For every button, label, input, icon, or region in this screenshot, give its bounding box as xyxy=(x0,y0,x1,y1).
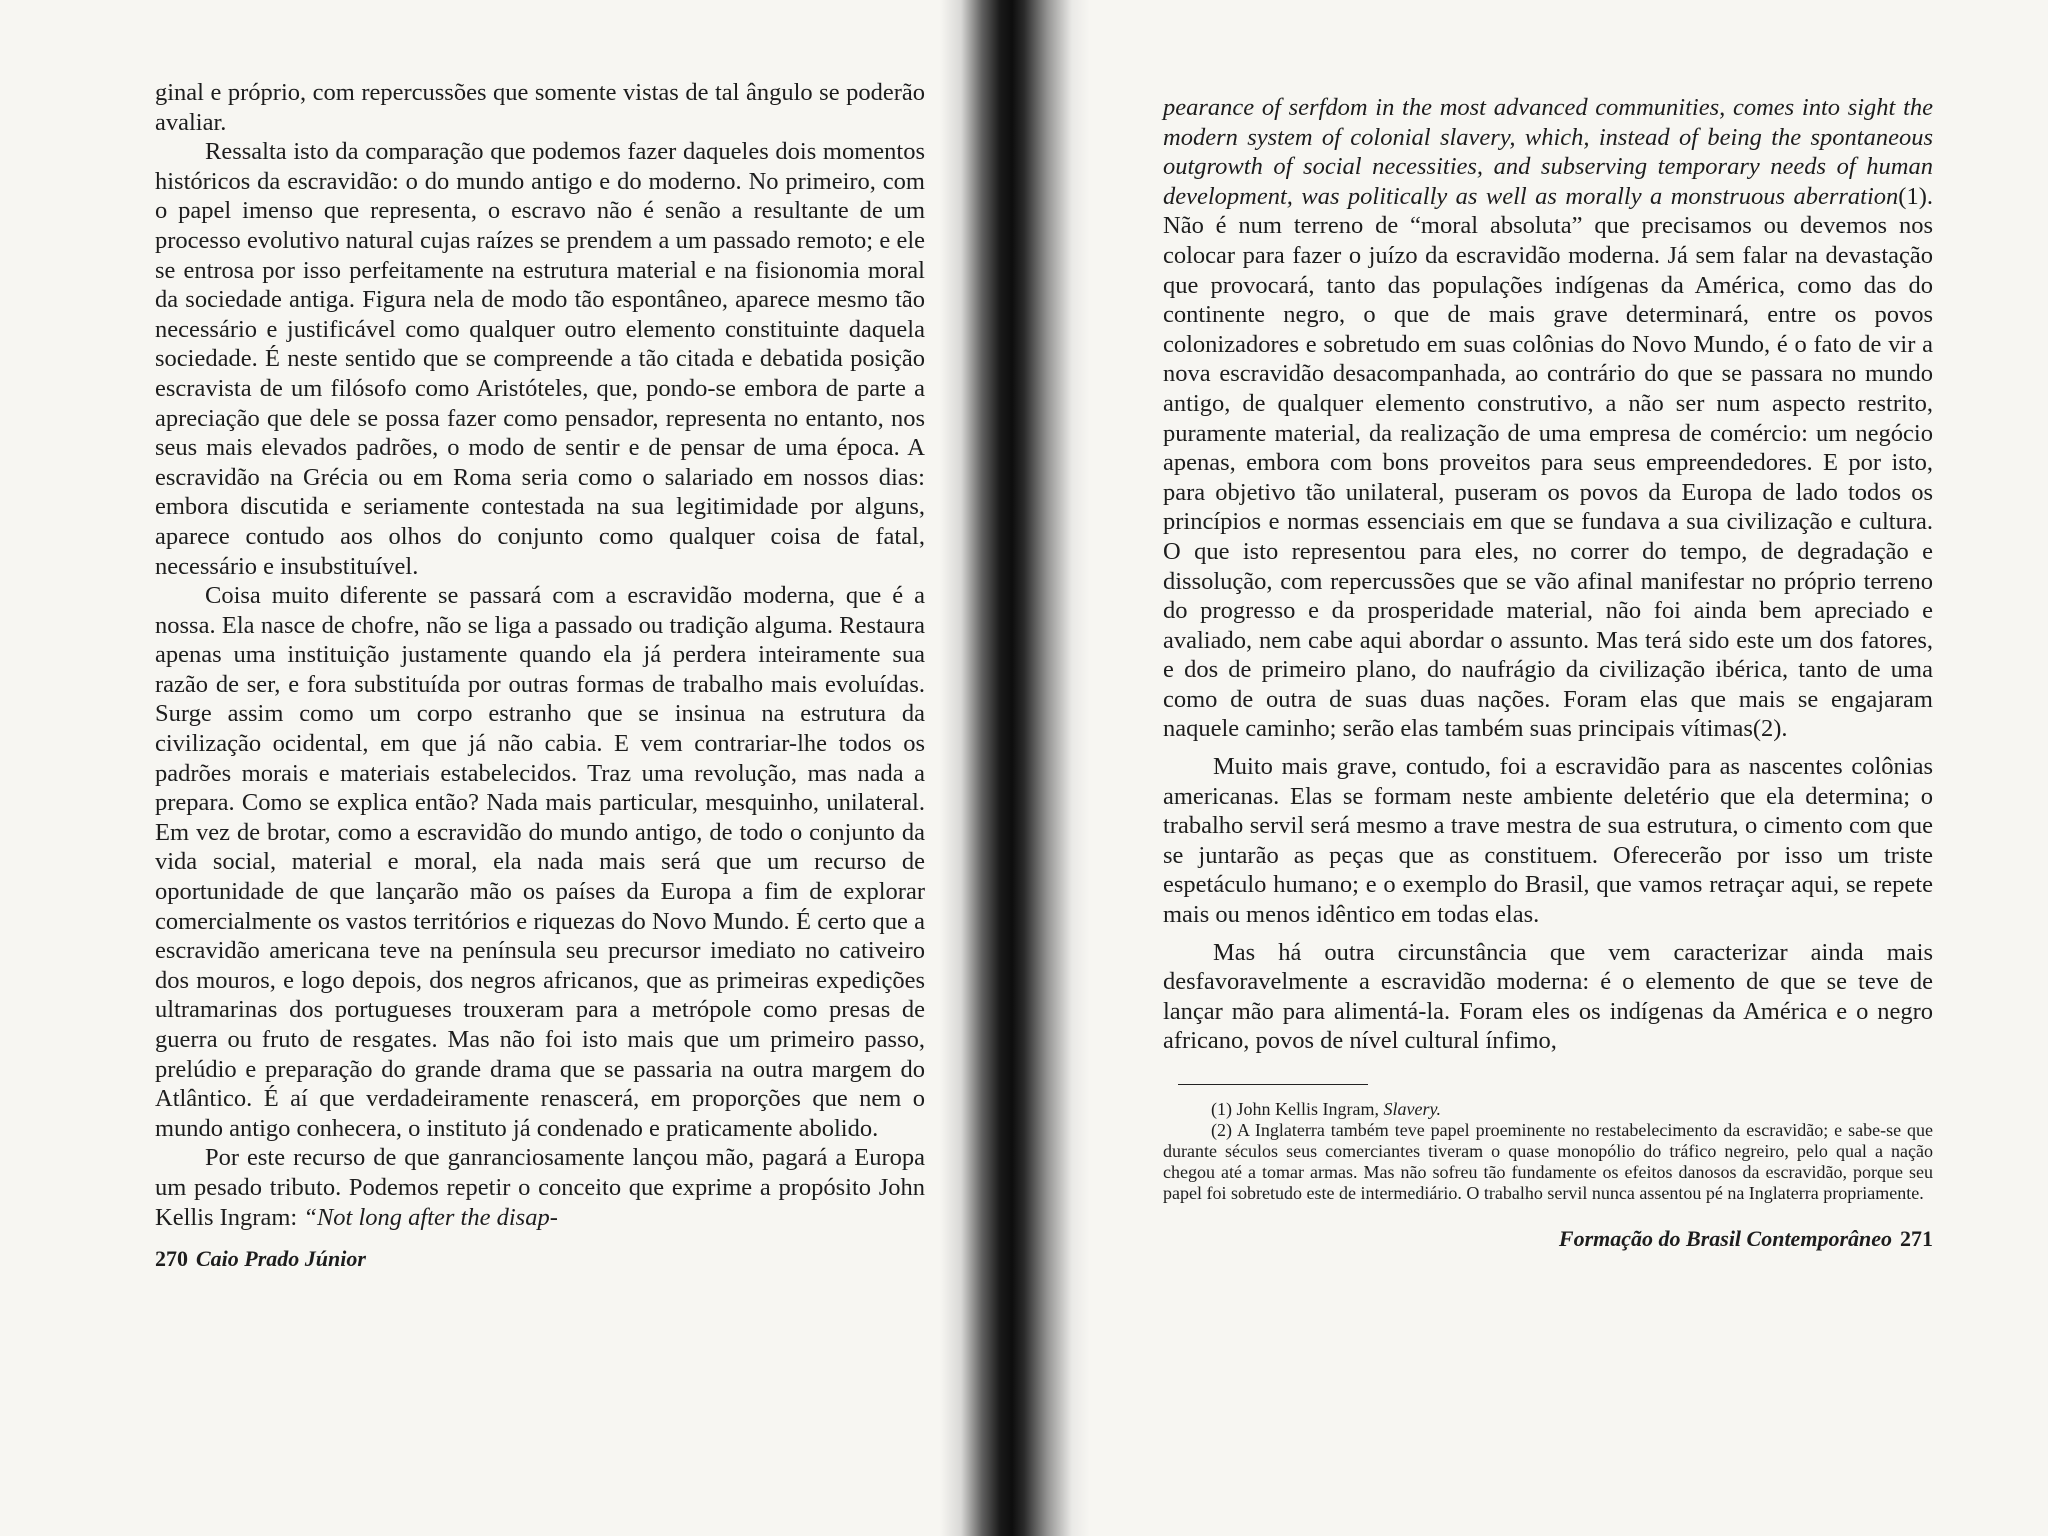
right-page-body xyxy=(1163,93,1933,1056)
left-paragraph-3: Coisa muito diferente se passará com a escravidão moderna, que é a nossa. Ela nasce de chofre, não se liga a passado ou tradição alguma. Restaura apenas uma instituição justamente quando ela já perdera inteiramente sua razão de ser, e fora substituída por outras formas de trabalho mais evoluídas. Surge assim como um corpo estranho que se insinua na estrutura da civilização ocidental, em que já não cabia. E vem contrariar-lhe todos os padrões morais e materiais estabelecidos. Traz uma revolução, mas nada a prepara. Como se explica então? Nada mais particular, mesquinho, unilateral. Em vez de brotar, como a escravidão do mundo antigo, de todo o conjunto da vida social, material e moral, ela nada mais será que um recurso de oportunidade de que lançarão mão os países da Europa a fim de explorar comercialmente os vastos territórios e riquezas do Novo Mundo. É certo que a escravidão americana teve na península seu precursor imediato no cativeiro dos mouros, e logo depois, dos negros africanos, que as primeiras expedições ultramarinas dos portugueses trouxeram para a metrópole como presas de guerra ou fruto de resgates. Mas não foi isto mais que um primeiro passo, prelúdio e preparação do grande drama que se passaria na outra margem do Atlântico. É aí que verdadeiramente renascerá, em proporções que nem o mundo antigo conhecera, o instituto já condenado e praticamente abolido. xyxy=(155,582,925,1142)
book-gutter-shadow xyxy=(940,0,1090,1536)
right-paragraph-2: Muito mais grave, contudo, foi a escravidão para as nascentes colônias americanas. Elas se formam neste ambiente deletério que ela determina; o trabalho servil será mesmo a trave mestra de sua estrutura, o cimento com que se juntarão as peças que as constituem. Oferecerão por isso um triste espetáculo humano; e o exemplo do Brasil, que vamos retraçar aqui, se repete mais ou menos idêntico em todas elas. xyxy=(1163,753,1933,929)
ingram-quote-continuation: pearance of serfdom in the most advanced communities, comes into sight the modern system of colonial slavery, which, instead of being the spontaneous outgrowth of social necessities, and subserving temporary needs of human development, was politically as well as morally a monstruous aberration xyxy=(1163,94,1933,210)
right-running-head-title: Formação do Brasil Contemporâneo xyxy=(1558,1226,1892,1251)
left-running-head-author: Caio Prado Júnior xyxy=(196,1246,366,1272)
left-page xyxy=(155,78,925,1272)
left-page-number: 270 xyxy=(155,1246,188,1272)
footnote-divider xyxy=(1178,1084,1368,1085)
left-paragraph-1: ginal e próprio, com repercussões que somente vistas de tal ângulo se poderão avaliar. xyxy=(155,79,925,136)
left-paragraph-4 xyxy=(155,1143,925,1232)
footnote-2: (2) A Inglaterra também teve papel proeminente no restabelecimento da escravidão; e sabe-se que durante séculos seus comerciantes tiveram o quase monopólio do tráfico negreiro, pelo qual a nação chegou até a tomar armas. Mas não sofreu tão fundamente os efeitos danosos da escravidão, porque seu papel foi sobretudo este de intermediário. O trabalho servil nunca assentou pé na Inglaterra propriamente. xyxy=(1163,1120,1933,1203)
ingram-quote-start: “Not long after the disap- xyxy=(303,1203,558,1231)
left-paragraph-4-text: Por este recurso de que ganranciosamente lançou mão, pagará a Europa um pesado tributo. Podemos repetir o conceito que exprime a propósito John Kellis Ingram: xyxy=(155,1144,925,1231)
footnotes xyxy=(1163,1099,1933,1204)
footnote-1-prefix: (1) John Kellis Ingram, xyxy=(1211,1099,1384,1119)
left-page-folio xyxy=(155,1246,925,1272)
right-page-number: 271 xyxy=(1900,1226,1933,1251)
left-page-body xyxy=(155,78,925,1232)
footnote-1 xyxy=(1163,1099,1933,1120)
right-paragraph-3: Mas há outra circunstância que vem caracterizar ainda mais desfavoravelmente a escravidão moderna: é o elemento de que se teve de lançar mão para alimentá-la. Foram eles os indígenas da América e o negro africano, povos de nível cultural ínfimo, xyxy=(1163,938,1933,1055)
right-paragraph-1-rest: (1). Não é num terreno de “moral absoluta” que precisamos ou devemos nos colocar para fazer o juízo da escravidão moderna. Já sem falar na devastação que provocará, tanto das populações indígenas da América, como das do continente negro, o que de mais grave determinará, entre os povos colonizadores e sobretudo em suas colônias do Novo Mundo, é o fato de vir a nova escravidão desacompanhada, ao contrário do que se passara no mundo antigo, de qualquer elemento construtivo, a não ser num aspecto restrito, puramente material, da realização de uma empresa de comércio: um negócio apenas, embora com bons proveitos para seus empreendedores. E por isto, para objetivo tão unilateral, puseram os povos da Europa de lado todos os princípios e normas essenciais em que se fundava a sua civilização e cultura. O que isto representou para eles, no correr do tempo, de degradação e dissolução, com repercussões que se vão afinal manifestar no próprio terreno do progresso e da prosperidade material, não foi ainda bem apreciado e avaliado, nem cabe aqui abordar o assunto. Mas terá sido este um dos fatores, e dos de primeiro plano, do naufrágio da civilização ibérica, tanto de uma como de outra de suas duas nações. Foram elas que mais se engajaram naquele caminho; serão elas também suas principais vítimas(2). xyxy=(1163,182,1933,743)
right-paragraph-1 xyxy=(1163,93,1933,744)
footnote-1-title: Slavery. xyxy=(1383,1099,1441,1119)
right-page xyxy=(1163,93,1933,1252)
right-page-folio xyxy=(1163,1226,1933,1252)
left-paragraph-2: Ressalta isto da comparação que podemos fazer daqueles dois momentos históricos da escravidão: o do mundo antigo e do moderno. No primeiro, com o papel imenso que representa, o escravo não é senão a resultante de um processo evolutivo natural cujas raízes se prendem a um passado remoto; e ele se entrosa por isso perfeitamente na estrutura material e na fisionomia moral da sociedade antiga. Figura nela de modo tão espontâneo, aparece mesmo tão necessário e justificável como qualquer outro elemento constituinte daquela sociedade. É neste sentido que se compreende a tão citada e debatida posição escravista de um filósofo como Aristóteles, que, pondo-se embora de parte a apreciação que dele se possa fazer como pensador, representa no entanto, nos seus mais elevados padrões, o modo de sentir e de pensar de uma época. A escravidão na Grécia ou em Roma seria como o salariado em nossos dias: embora discutida e seriamente contestada na sua legitimidade por alguns, aparece contudo aos olhos do conjunto como qualquer coisa de fatal, necessário e insubstituível. xyxy=(155,138,925,580)
